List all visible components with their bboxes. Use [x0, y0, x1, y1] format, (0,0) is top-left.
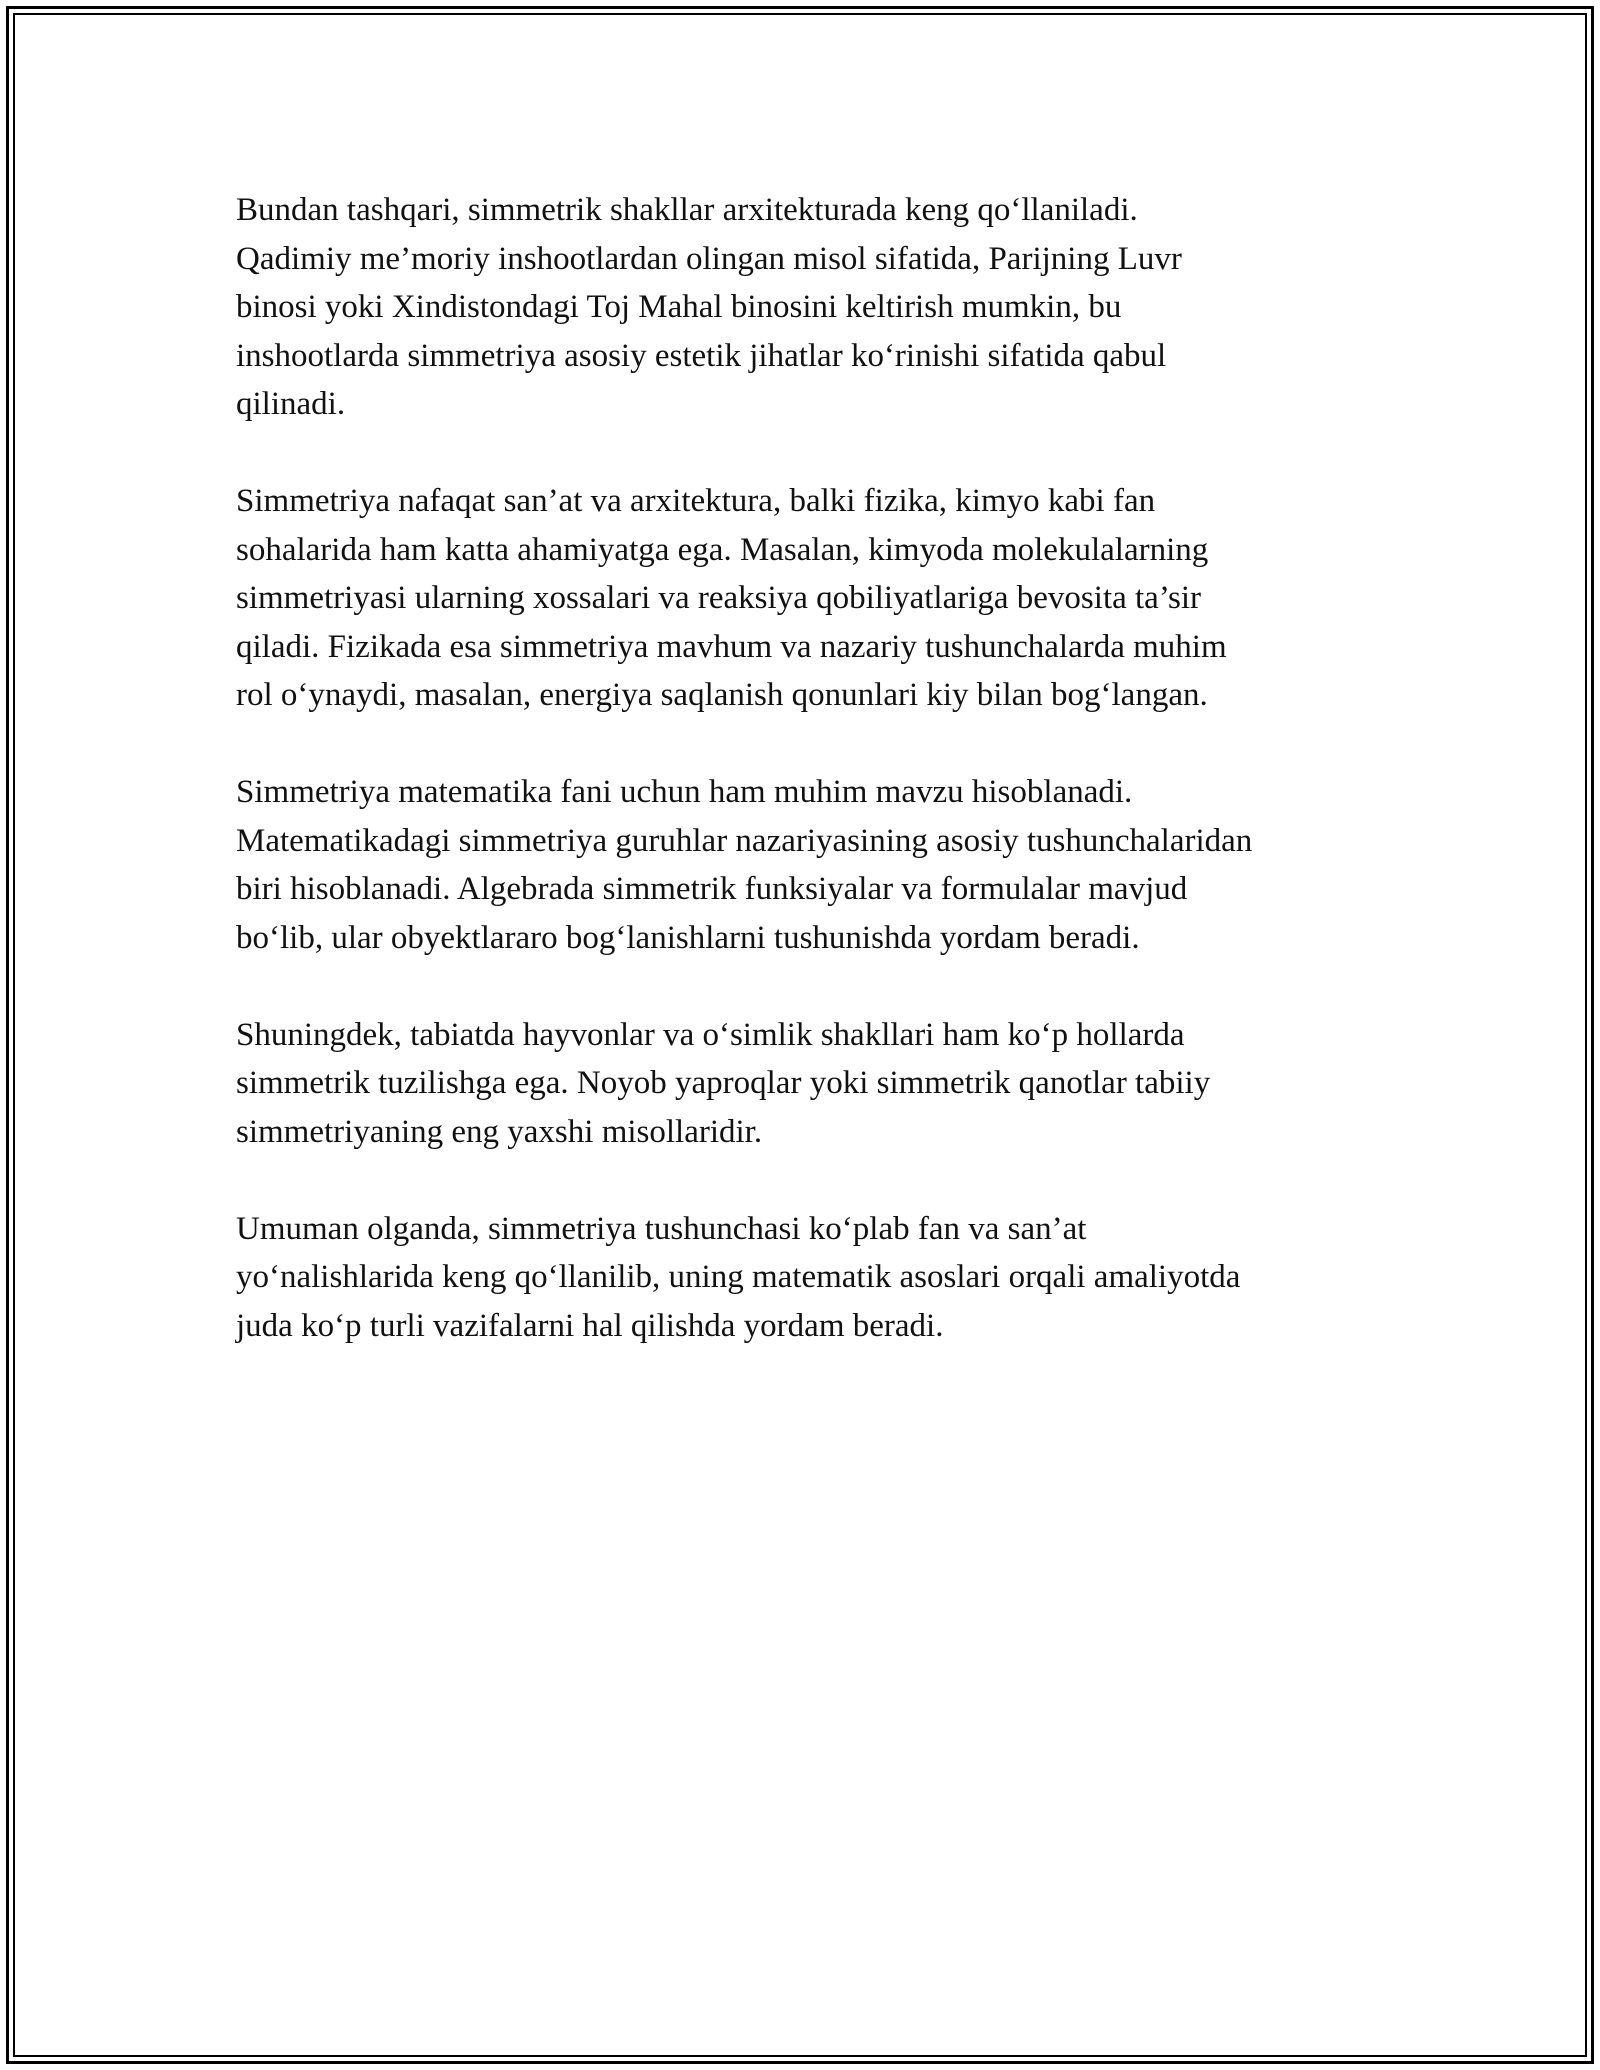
text-line: binosi yoki Xindistondagi Toj Mahal binosini keltirish mumkin, bu [236, 289, 1122, 325]
text-line: simmetrik tuzilishga ega. Noyob yaproqlar yoki simmetrik qanotlar tabiiy [236, 1065, 1211, 1101]
document-body [236, 186, 1396, 1399]
text-line: Bundan tashqari, simmetrik shakllar arxitekturada keng qo‘llaniladi. [236, 192, 1138, 228]
text-line: Shuningdek, tabiatda hayvonlar va o‘simlik shakllari ham ko‘p hollarda [236, 1016, 1185, 1053]
text-line: bo‘lib, ular obyektlararo bog‘lanishlarni tushunishda yordam beradi. [236, 919, 1140, 956]
paragraph-mathematics [236, 768, 1396, 962]
text-line: inshootlarda simmetriya asosiy estetik jihatlar ko‘rinishi sifatida qabul [236, 337, 1167, 374]
paragraph-science [236, 477, 1396, 720]
text-line: Umuman olganda, simmetriya tushunchasi ko‘plab fan va san’at [236, 1210, 1087, 1247]
text-line: yo‘nalishlarida keng qo‘llanilib, uning matematik asoslari orqali amaliyotda [236, 1259, 1241, 1295]
text-line: qilinadi. [236, 386, 346, 422]
text-line: juda ko‘p turli vazifalarni hal qilishda yordam beradi. [236, 1307, 944, 1344]
paragraph-conclusion [236, 1205, 1396, 1351]
text-line: simmetriyaning eng yaxshi misollaridir. [236, 1113, 763, 1150]
text-line: qiladi. Fizikada esa simmetriya mavhum va nazariy tushunchalarda muhim [236, 628, 1227, 665]
text-line: rol o‘ynaydi, masalan, energiya saqlanish qonunlari kiy bilan bog‘langan. [236, 677, 1208, 713]
text-line: Simmetriya nafaqat san’at va arxitektura, balki fizika, kimyo kabi fan [236, 483, 1156, 519]
text-line: Qadimiy me’moriy inshootlardan olingan misol sifatida, Parijning Luvr [236, 240, 1182, 277]
paragraph-nature [236, 1011, 1396, 1157]
text-line: Simmetriya matematika fani uchun ham muhim mavzu hisoblanadi. [236, 774, 1133, 810]
text-line: sohalarida ham katta ahamiyatga ega. Masalan, kimyoda molekulalarning [236, 531, 1209, 568]
paragraph-architecture [236, 186, 1396, 429]
text-line: Matematikadagi simmetriya guruhlar nazariyasining asosiy tushunchalaridan [236, 822, 1253, 859]
text-line: biri hisoblanadi. Algebrada simmetrik funksiyalar va formulalar mavjud [236, 871, 1188, 907]
text-line: simmetriyasi ularning xossalari va reaksiya qobiliyatlariga bevosita ta’sir [236, 580, 1201, 616]
